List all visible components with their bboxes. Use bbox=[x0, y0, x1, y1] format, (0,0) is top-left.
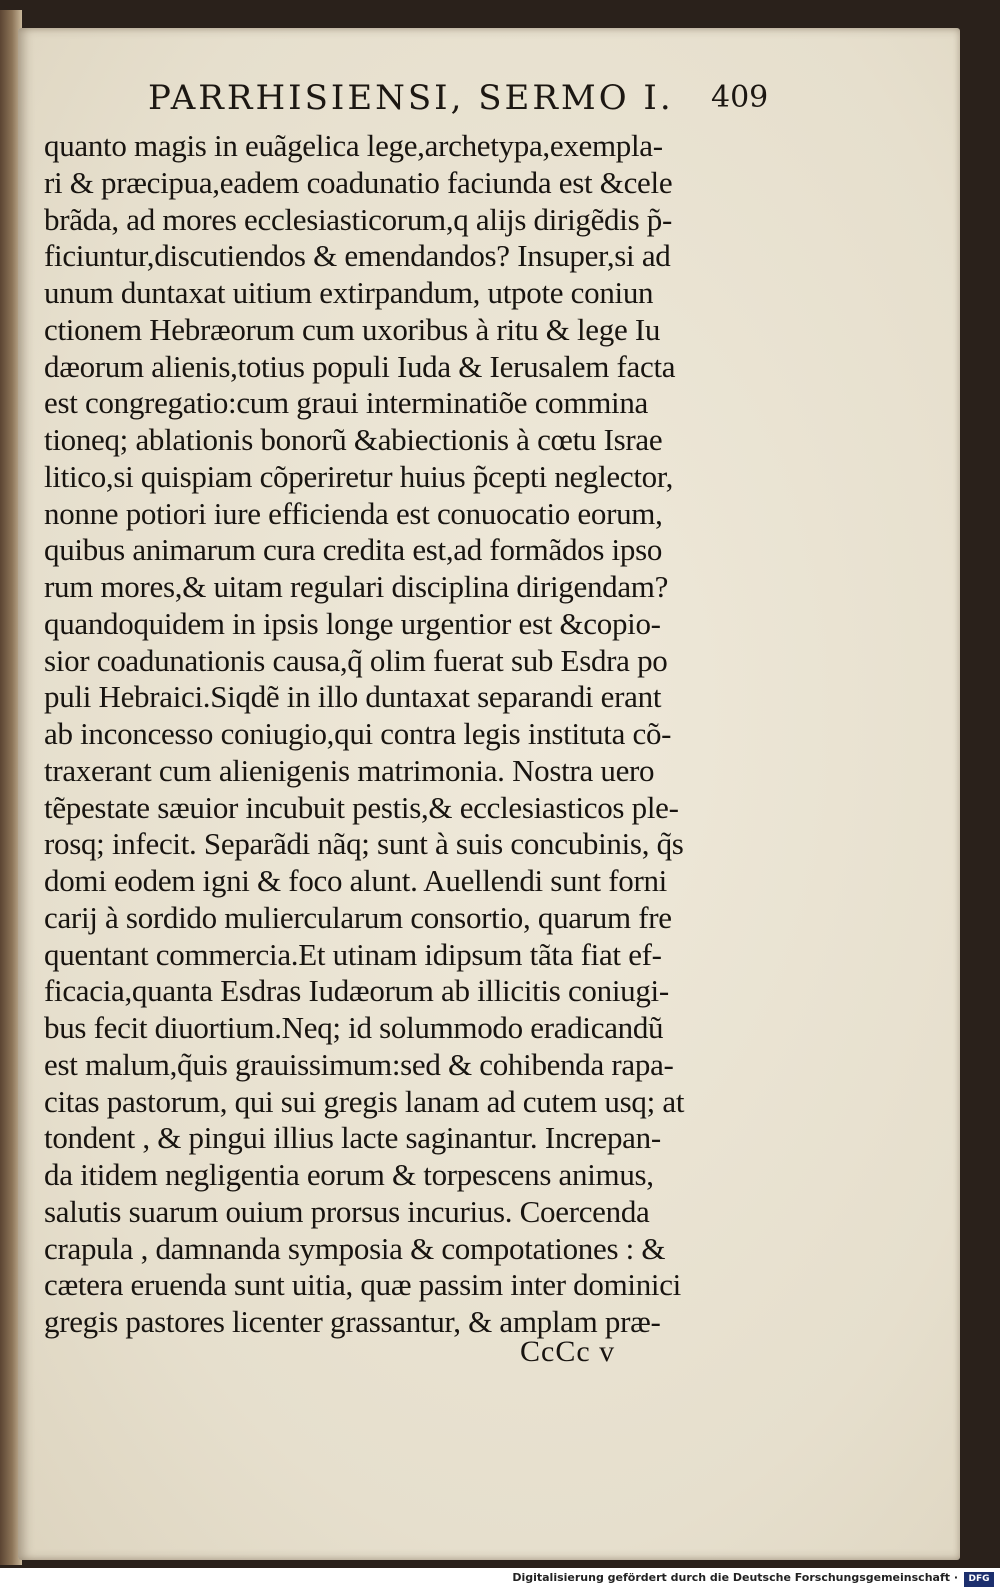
text-line: citas pastorum, qui sui gregis lanam ad cutem usq; at bbox=[44, 1083, 685, 1119]
text-line: unum duntaxat uitium extirpandum, utpote coniun bbox=[44, 275, 654, 310]
text-line: ficiuntur,discutiendos & emendandos? Insuper,si ad bbox=[44, 238, 671, 274]
text-line: domi eodem igni & foco alunt. Auellendi sunt forni bbox=[44, 863, 667, 898]
text-line: sior coadunationis causa,q̃ olim fuerat sub Esdra po bbox=[44, 642, 668, 678]
text-line: da itidem negligentia eorum & torpescens animus, bbox=[44, 1157, 654, 1192]
text-line: nonne potiori iure efficienda est conuocatio eorum, bbox=[44, 495, 663, 531]
text-line: gregis pastores licenter grassantur, & amplam præ- bbox=[44, 1304, 661, 1339]
text-line: tioneq; ablationis bonorũ &abiectionis à cœtu Israe bbox=[44, 422, 663, 457]
text-line: cætera eruenda sunt uitia, quæ passim inter dominici bbox=[44, 1267, 681, 1303]
text-line: est congregatio:cum graui interminatiõe commina bbox=[44, 385, 648, 421]
text-line: rum mores,& uitam regulari disciplina dirigendam? bbox=[44, 569, 669, 604]
text-line: bus fecit diuortium.Neq; id solummodo eradicandũ bbox=[44, 1010, 664, 1045]
page-number: 409 bbox=[711, 80, 769, 115]
text-line: quibus animarum cura credita est,ad formãdos ipso bbox=[44, 532, 663, 568]
text-line: ficacia,quanta Esdras Iudæorum ab illicitis coniugi- bbox=[44, 973, 669, 1009]
text-line: tondent , & pingui illius lacte saginantur. Increpan- bbox=[44, 1120, 661, 1156]
text-line: ab inconcesso coniugio,qui contra legis instituta cõ- bbox=[44, 716, 672, 751]
text-line: quandoquidem in ipsis longe urgentior est &copio- bbox=[44, 605, 661, 641]
text-line: traxerant cum alienigenis matrimonia. Nostra uero bbox=[44, 752, 655, 788]
text-line: crapula , damnanda symposia & compotationes : & bbox=[44, 1230, 666, 1266]
text-line: salutis suarum ouium prorsus incurius. Coercenda bbox=[44, 1193, 650, 1229]
text-line: quanto magis in euãgelica lege,archetypa,exempla- bbox=[44, 128, 663, 163]
text-line: rosq; infecit. Separãdi nãq; sunt à suis concubinis, q̃s bbox=[44, 826, 684, 862]
body-text bbox=[44, 128, 774, 1341]
signature-mark: CcCc v bbox=[520, 1335, 616, 1368]
text-line: carij à sordido muliercularum consortio, quarum fre bbox=[44, 899, 672, 935]
text-line: quentant commercia.Et utinam idipsum tãta fiat ef- bbox=[44, 936, 662, 972]
text-line: brãda, ad mores ecclesiasticorum,q alijs dirigẽdis p̃- bbox=[44, 201, 673, 237]
text-line: tẽpestate sæuior incubuit pestis,& ecclesiasticos ple- bbox=[44, 789, 679, 825]
text-line: ctionem Hebræorum cum uxoribus à ritu & lege Iu bbox=[44, 311, 661, 347]
text-line: litico,si quispiam cõperiretur huius p̃cepti neglector, bbox=[44, 458, 674, 494]
footer-bar bbox=[0, 1568, 1000, 1593]
text-line: puli Hebraici.Siqdẽ in illo duntaxat separandi erant bbox=[44, 679, 662, 715]
text-line: est malum,q̃uis grauissimum:sed & cohibenda rapa- bbox=[44, 1046, 674, 1082]
text-line: ri & præcipua,eadem coadunatio faciunda est &cele bbox=[44, 164, 673, 200]
running-head bbox=[148, 78, 808, 118]
funding-credit: Digitalisierung gefördert durch die Deutsche Forschungsgemeinschaft · bbox=[512, 1571, 958, 1584]
text-line: dæorum alienis,totius populi Iuda & Ierusalem facta bbox=[44, 348, 676, 384]
dfg-logo: DFG bbox=[964, 1572, 994, 1587]
running-head-title: PARRHISIENSI, SERMO I. bbox=[148, 78, 674, 118]
